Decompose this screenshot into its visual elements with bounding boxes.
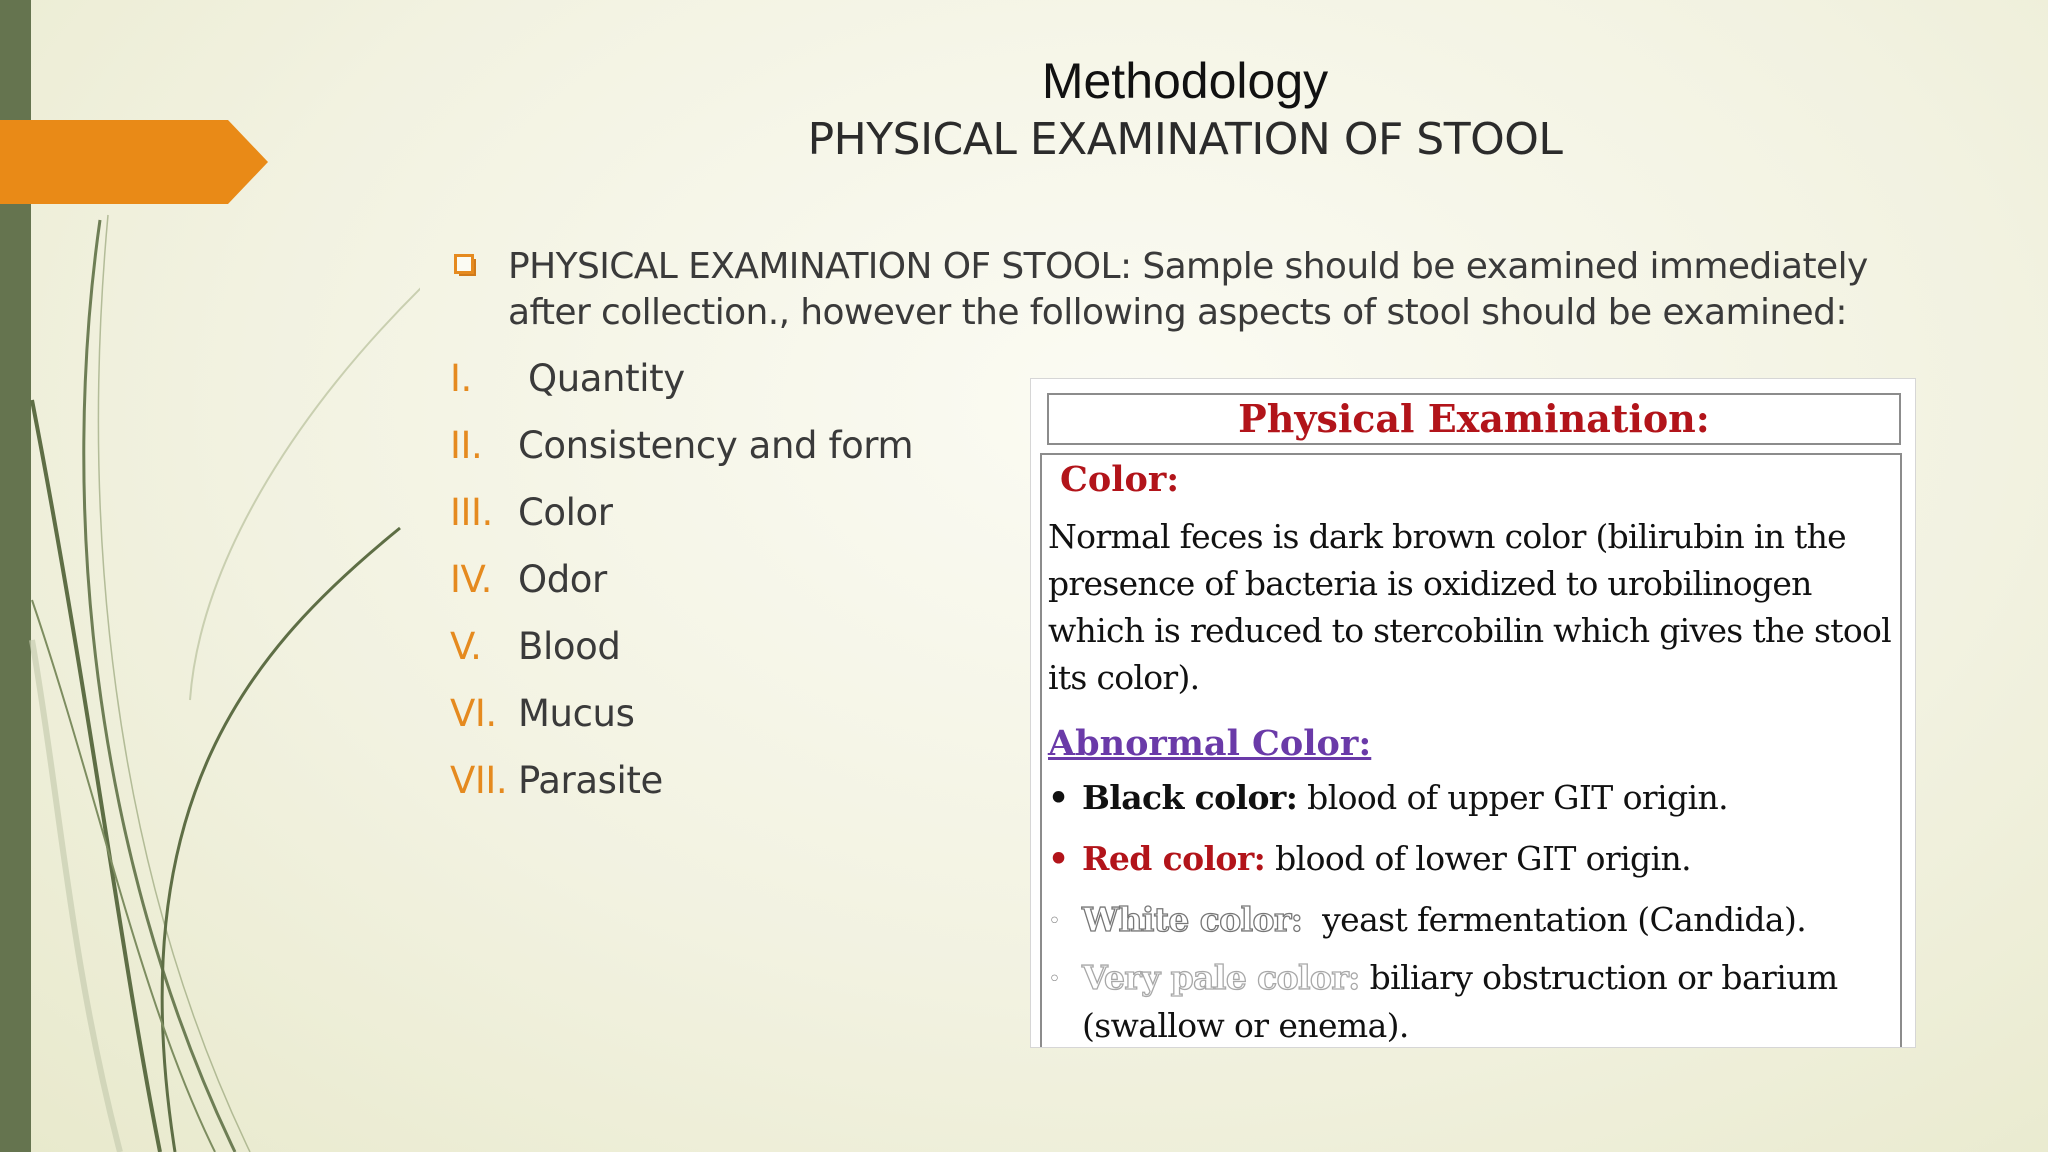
panel-title: Physical Examination: xyxy=(1047,393,1901,445)
panel-body xyxy=(1040,453,1902,1047)
checkbox-bullet-icon xyxy=(454,254,478,278)
list-label: Color xyxy=(518,491,613,534)
list-number: II. xyxy=(450,424,483,467)
aspects-list xyxy=(450,354,913,823)
bullet: • xyxy=(1048,778,1069,817)
list-label: Parasite xyxy=(518,759,663,802)
normal-color-text: Normal feces is dark brown color (bilirubin in the presence of bacteria is oxidized to urobilinogen which is reduced to stercobilin which gives the stool its color). xyxy=(1048,517,1892,697)
slide-subtitle: PHYSICAL EXAMINATION OF STOOL xyxy=(807,114,1563,165)
abnormal-color-item xyxy=(1048,836,1691,882)
color-term: Black color: xyxy=(1082,778,1298,817)
list-number: III. xyxy=(450,491,493,534)
list-number: VI. xyxy=(450,692,497,735)
bullet: • xyxy=(1048,839,1069,878)
abnormal-color-heading: Abnormal Color: xyxy=(1048,723,1372,764)
color-term: White color: xyxy=(1082,900,1303,939)
list-label: Odor xyxy=(518,558,607,601)
color-desc: biliary obstruction or barium xyxy=(1359,958,1838,997)
list-number: I. xyxy=(450,357,472,400)
abnormal-color-item xyxy=(1048,955,1878,1049)
color-heading: Color: xyxy=(1060,459,1180,500)
list-item xyxy=(450,555,913,622)
physical-examination-panel xyxy=(1030,378,1916,1048)
list-label: Blood xyxy=(518,625,621,668)
bullet: ◦ xyxy=(1048,909,1061,934)
color-term: Red color: xyxy=(1082,839,1266,878)
list-item xyxy=(450,421,913,488)
list-label: Mucus xyxy=(518,692,635,735)
list-item xyxy=(450,622,913,689)
list-label: Consistency and form xyxy=(518,424,914,467)
list-number: IV. xyxy=(450,558,493,601)
intro-paragraph: PHYSICAL EXAMINATION OF STOOL: Sample should be examined immediately after collection., however the following aspects of stool should be examined: xyxy=(508,246,1868,333)
color-desc: yeast fermentation (Candida). xyxy=(1302,900,1807,939)
color-desc: blood of lower GIT origin. xyxy=(1265,839,1692,878)
list-item xyxy=(450,756,913,823)
color-desc-continued: (swallow or enema). xyxy=(1082,1006,1409,1045)
abnormal-color-item xyxy=(1048,775,1728,821)
list-number: V. xyxy=(450,625,482,668)
color-term: Very pale color: xyxy=(1082,958,1360,997)
color-desc: blood of upper GIT origin. xyxy=(1297,778,1728,817)
list-number: VII. xyxy=(450,759,508,802)
list-label: Quantity xyxy=(528,357,685,400)
list-item xyxy=(450,488,913,555)
list-item xyxy=(450,354,913,421)
bullet: ◦ xyxy=(1048,967,1061,992)
slide-title: Methodology xyxy=(1041,53,1329,109)
list-item xyxy=(450,689,913,756)
abnormal-color-item xyxy=(1048,897,1806,945)
orange-arrow-tab xyxy=(0,120,268,204)
